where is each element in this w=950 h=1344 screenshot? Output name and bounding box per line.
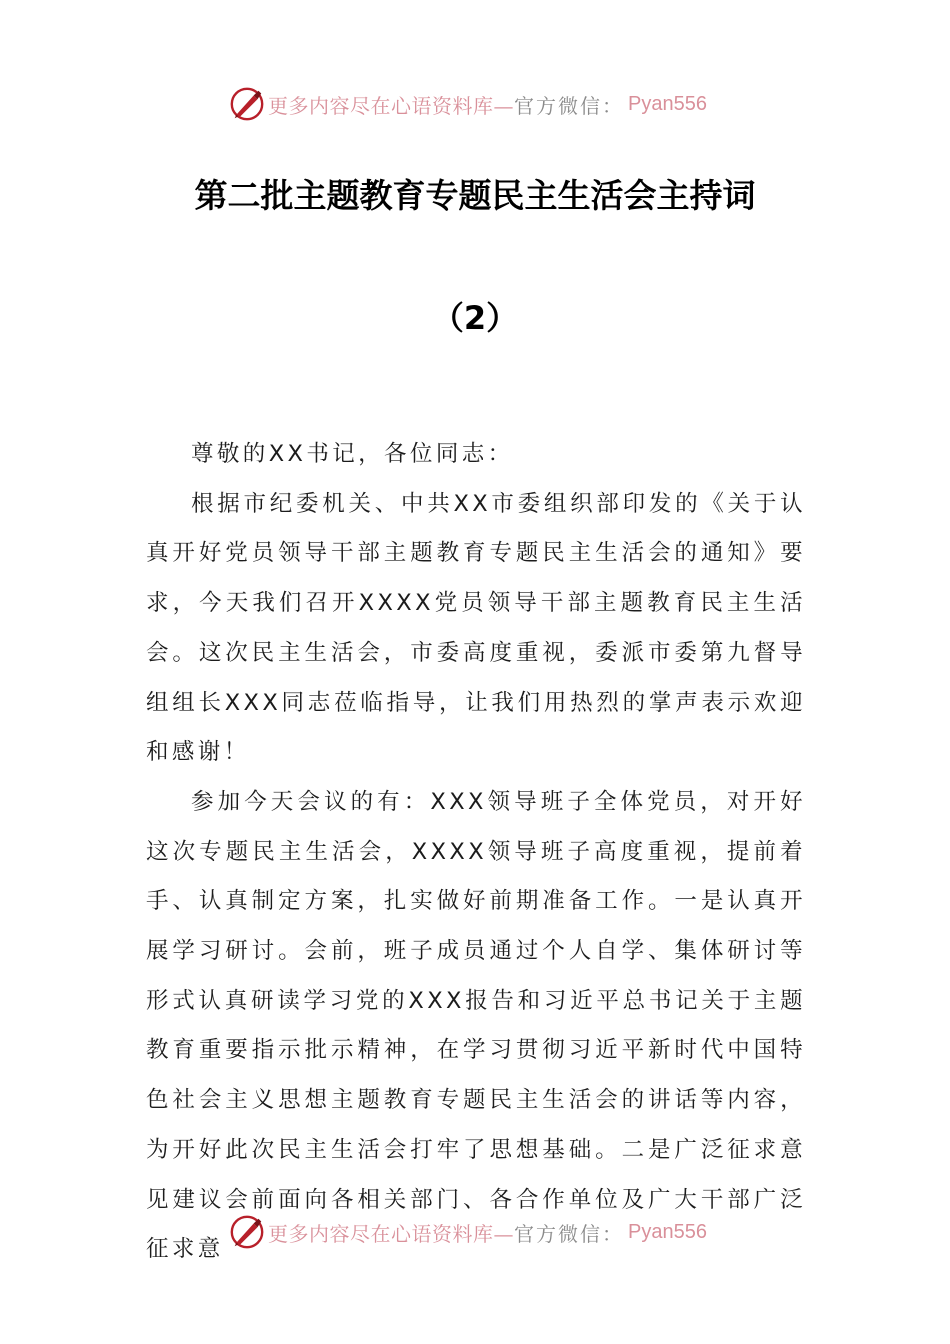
wechat-label: 官方微信： — [514, 1221, 624, 1246]
promo-text: 更多内容尽在心语资料库— — [268, 93, 514, 118]
body-paragraph: 参加今天会议的有：XXX领导班子全体党员，对开好这次专题民主生活会，XXXX领导班子高度重视，提前着手、认真制定方案，扎实做好前期准备工作。一是认真开展学习研讨。会前，班子成员通过个人自学、集体研讨等形式认真研读学习党的XXX报告和习近平总书记关于主题教育重要指示批示精神，在学习贯彻习近平新时代中国特色社会主义思想主题教育专题民主生活会的讲话等内容，为开好此次民主生活会打牢了思想基础。二是广泛征求意见建议会前面向各相关部门、各合作单位及广大干部广泛征求意 — [146, 788, 806, 1263]
document-title: 第二批主题教育专题民主生活会主持词 — [194, 176, 756, 215]
document-body — [146, 430, 806, 1275]
document-subtitle: （2） — [431, 299, 519, 337]
salutation-paragraph: 尊敬的XX书记，各位同志： — [191, 441, 514, 467]
wechat-label: 官方微信： — [514, 93, 624, 118]
pen-logo-icon — [228, 1213, 266, 1251]
wechat-id: Pyan556 — [628, 1220, 707, 1243]
footer-watermark-banner — [228, 1212, 707, 1252]
pen-logo-icon — [228, 85, 266, 123]
promo-text: 更多内容尽在心语资料库— — [268, 1221, 514, 1246]
body-paragraph: 根据市纪委机关、中共XX市委组织部印发的《关于认真开好党员领导干部主题教育专题民主生活会的通知》要求，今天我们召开XXXX党员领导干部主题教育民主生活会。这次民主生活会，市委高度重视，委派市委第九督导组组长XXX同志莅临指导，让我们用热烈的掌声表示欢迎和感谢！ — [146, 490, 806, 766]
header-watermark-banner — [228, 84, 707, 124]
wechat-id: Pyan556 — [628, 92, 707, 115]
